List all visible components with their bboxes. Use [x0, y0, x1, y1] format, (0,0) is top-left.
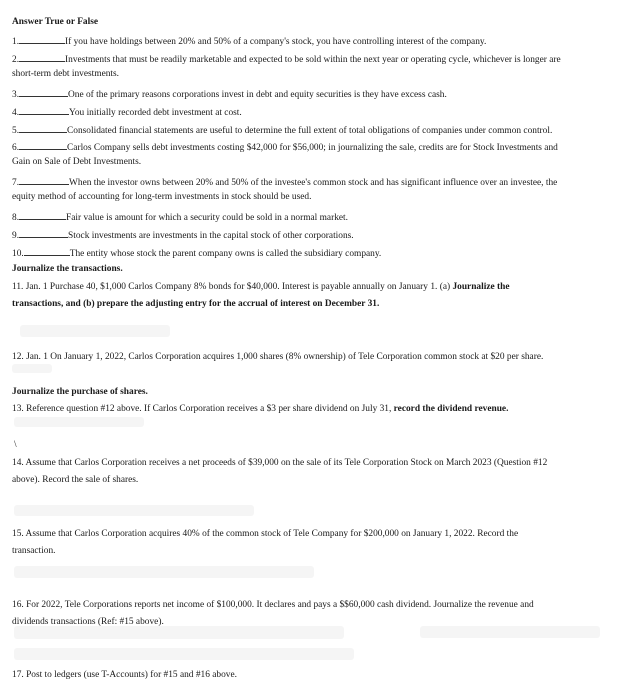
scan-smudge	[14, 417, 144, 427]
question-13	[12, 404, 608, 416]
tf-statement: One of the primary reasons corporations invest in debt and equity securities is they have excess cash.	[68, 90, 447, 100]
question-11-bold: Journalize the	[452, 282, 510, 292]
tf-item	[12, 175, 608, 190]
tf-number: 2.	[12, 55, 20, 65]
question-15: 15. Assume that Carlos Corporation acquires 40% of the common stock of Tele Company for $200,000 on January 1, 2022. Record the	[12, 529, 519, 539]
question-13-bold: record the dividend revenue.	[393, 404, 509, 414]
question-14-continuation: above). Record the sale of shares.	[12, 475, 139, 485]
journalize-heading: Journalize the transactions.	[12, 264, 123, 274]
answer-blank[interactable]	[19, 228, 68, 238]
tf-number: 5.	[12, 126, 20, 136]
tf-statement: Consolidated financial statements are useful to determine the full extent of total obligations of companies under common control.	[67, 126, 553, 136]
tf-number: 7.	[12, 178, 20, 188]
question-11	[12, 282, 608, 294]
tf-item	[12, 87, 608, 102]
tf-item	[12, 140, 608, 155]
question-17: 17. Post to ledgers (use T-Accounts) for #15 and #16 above.	[12, 670, 237, 680]
tf-continuation: short-term debt investments.	[12, 69, 120, 79]
question-16-continuation: dividends transactions (Ref: #15 above).	[12, 617, 164, 627]
tf-item	[12, 52, 608, 67]
answer-blank[interactable]	[19, 34, 65, 44]
handwritten-mark: \	[14, 440, 17, 450]
answer-blank[interactable]	[19, 52, 65, 62]
tf-number: 4.	[12, 108, 20, 118]
scan-smudge	[20, 325, 170, 337]
purchase-heading: Journalize the purchase of shares.	[12, 387, 148, 397]
tf-statement: Carlos Company sells debt investments costing $42,000 for $56,000; in journalizing the sale, credits are for Stock Investments and	[67, 143, 558, 153]
scan-smudge	[12, 364, 52, 373]
tf-number: 8.	[12, 213, 20, 223]
answer-blank[interactable]	[19, 210, 66, 220]
question-14: 14. Assume that Carlos Corporation receives a net proceeds of $39,000 on the sale of its Tele Corporation Stock on March 2023 (Question #12	[12, 458, 548, 468]
question-11-continuation: transactions, and (b) prepare the adjusting entry for the accrual of interest on December 31.	[12, 299, 380, 309]
tf-item	[12, 246, 608, 261]
answer-blank[interactable]	[19, 105, 69, 115]
tf-continuation: Gain on Sale of Debt Investments.	[12, 157, 142, 167]
tf-number: 6.	[12, 143, 20, 153]
tf-item	[12, 34, 608, 49]
question-11-text: 11. Jan. 1 Purchase 40, $1,000 Carlos Company 8% bonds for $40,000. Interest is payable annually on January 1. (a)	[12, 282, 453, 292]
true-false-heading: Answer True or False	[12, 17, 99, 27]
tf-statement: Stock investments are investments in the capital stock of other corporations.	[68, 231, 354, 241]
tf-number: 3.	[12, 90, 20, 100]
question-12: 12. Jan. 1 On January 1, 2022, Carlos Corporation acquires 1,000 shares (8% ownership) of Tele Corporation common stock at $20 per share.	[12, 352, 544, 362]
tf-item	[12, 105, 608, 120]
answer-blank[interactable]	[24, 246, 70, 256]
tf-statement: When the investor owns between 20% and 50% of the investee's common stock and has significant influence over an investee, the	[69, 178, 558, 188]
tf-number: 1.	[12, 37, 20, 47]
answer-blank[interactable]	[19, 123, 67, 133]
scan-smudge	[14, 566, 314, 578]
question-15-continuation: transaction.	[12, 546, 56, 556]
scan-smudge	[14, 505, 254, 516]
tf-statement: Fair value is amount for which a security could be sold in a normal market.	[66, 213, 348, 223]
answer-blank[interactable]	[19, 175, 69, 185]
tf-statement: You initially recorded debt investment at cost.	[69, 108, 242, 118]
scan-smudge	[14, 648, 354, 660]
tf-item	[12, 123, 608, 138]
tf-statement: If you have holdings between 20% and 50% of a company's stock, you have controlling interest of the company.	[65, 37, 487, 47]
tf-item	[12, 210, 608, 225]
tf-statement: The entity whose stock the parent company owns is called the subsidiary company.	[69, 249, 382, 259]
answer-blank[interactable]	[19, 87, 68, 97]
question-13-text: 13. Reference question #12 above. If Carlos Corporation receives a $3 per share dividend on July 31,	[12, 404, 394, 414]
tf-item	[12, 228, 608, 243]
tf-number: 10.	[12, 249, 24, 259]
answer-blank[interactable]	[19, 140, 67, 150]
tf-continuation: equity method of accounting for long-term investments in stock should be used.	[12, 192, 312, 202]
tf-number: 9.	[12, 231, 20, 241]
tf-statement: Investments that must be readily marketable and expected to be sold within the next year or operating cycle, whichever is longer are	[65, 55, 561, 65]
question-16: 16. For 2022, Tele Corporations reports net income of $100,000. It declares and pays a $$60,000 cash dividend. Journalize the revenue and	[12, 600, 534, 610]
